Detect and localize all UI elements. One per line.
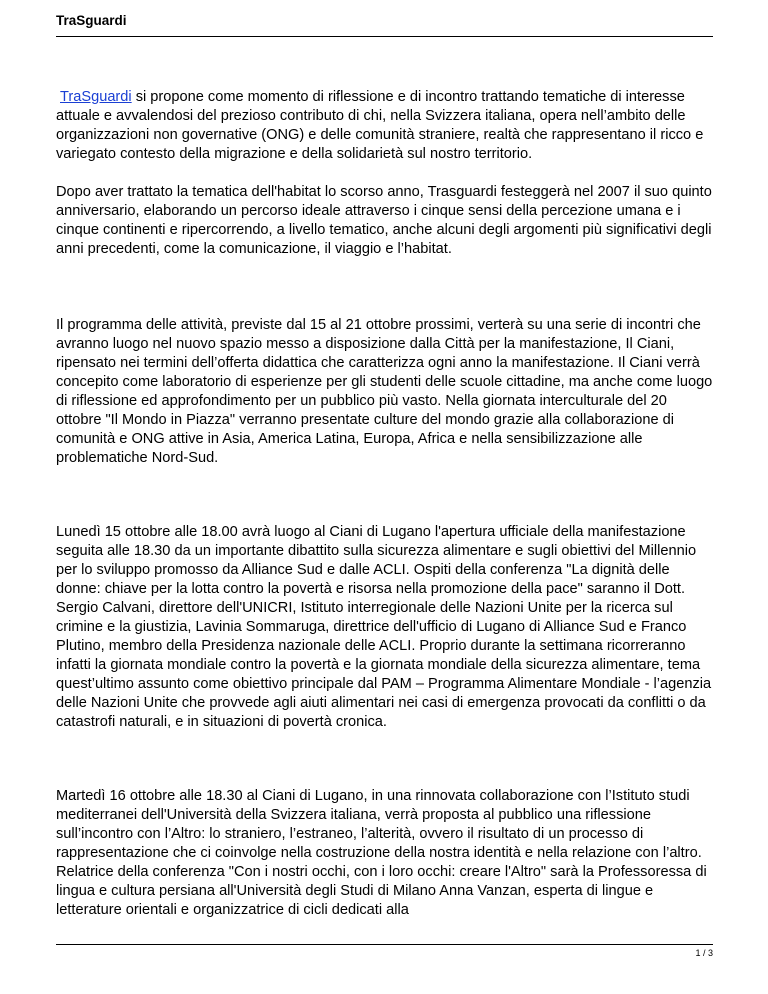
page-footer (56, 944, 713, 958)
page-header (56, 12, 713, 37)
intro-paragraph (56, 88, 716, 164)
article-body (56, 88, 716, 920)
trasguardi-link[interactable]: TraSguardi (60, 89, 132, 105)
program-paragraph: Il programma delle attività, previste dal 15 al 21 ottobre prossimi, verterà su una serie di incontri che avranno luogo nel nuovo spazio messo a disposizione dalla Città per la manifestazione, Il Ciani, ripensato nei termini dell’offerta didattica che caratterizza ogni anno la manifestazione. Il Ciani verrà concepito come laboratorio di esperienze per gli studenti delle scuole cittadine, ma anche come luogo di riflessione ed approfondimento per un pubblico più vasto. Nella giornata interculturale del 20 ottobre "Il Mondo in Piazza" verranno presentate culture del mondo grazie alla collaborazione di comunità e ONG attive in Asia, America Latina, Europa, Africa e nella sensibilizzazione alle problematiche Nord-Sud. (56, 317, 713, 466)
intro-text: si propone come momento di riflessione e di incontro trattando tematiche di interesse attuale e avvalendosi del prezioso contributo di chi, nella Svizzera italiana, opera nell’ambito delle organizzazioni non governative (ONG) e delle comunità straniere, realtà che rappresentano il ricco e variegato contesto della migrazione e della solidarietà sul nostro territorio. (56, 89, 704, 162)
page-number: 1 / 3 (695, 948, 713, 958)
anniversary-paragraph: Dopo aver trattato la tematica dell'habitat lo scorso anno, Trasguardi festeggerà nel 2007 il suo quinto anniversario, elaborando un percorso ideale attraverso i cinque sensi della percezione umana e i cinque continenti e ripercorrendo, a livello tematico, anche alcuni degli argomenti più significativi degli anni precedenti, come la comunicazione, il viaggio e l’habitat. (56, 184, 712, 257)
monday-paragraph: Lunedì 15 ottobre alle 18.00 avrà luogo al Ciani di Lugano l'apertura ufficiale della manifestazione seguita alle 18.30 da un importante dibattito sulla sicurezza alimentare e sugli obiettivi del Millennio per lo sviluppo promosso da Alliance Sud e dalle ACLI. Ospiti della conferenza "La dignità delle donne: chiave per la lotta contro la povertà e risorsa nella promozione della pace" saranno il Dott. Sergio Calvani, direttore dell'UNICRI, Istituto interregionale delle Nazioni Unite per la ricerca sul crimine e la giustizia, Lavinia Sommaruga, direttrice dell'ufficio di Lugano di Alliance Sud e Franco Plutino, membro della Presidenza nazionale delle ACLI. Proprio durante la settimana ricorreranno infatti la giornata mondiale contro la povertà e la giornata mondiale della sicurezza alimentare, tema quest’ultimo assunto come obiettivo principale dal PAM – Programma Alimentare Mondiale - l’agenzia delle Nazioni Unite che provvede agli aiuti alimentari nei casi di emergenza provocati da conflitti o da catastrofi naturali, e in situazioni di povertà cronica. (56, 524, 712, 730)
page-title: TraSguardi (56, 13, 127, 28)
tuesday-paragraph: Martedì 16 ottobre alle 18.30 al Ciani di Lugano, in una rinnovata collaborazione con l’Istituto studi mediterranei dell'Università della Svizzera italiana, verrà proposta al pubblico una riflessione sull’incontro con l’Altro: lo straniero, l’estraneo, l’alterità, ovvero il risultato di un processo di rappresentazione che ci coinvolge nella costruzione della nostra identità e nella relazione con l’altro. Relatrice della conferenza "Con i nostri occhi, con i loro occhi: creare l'Altro" sarà la Professoressa di lingua e cultura persiana all'Università degli Studi di Milano Anna Vanzan, esperta di lingue e letterature orientali e organizzatrice di cicli dedicati alla (56, 788, 707, 918)
